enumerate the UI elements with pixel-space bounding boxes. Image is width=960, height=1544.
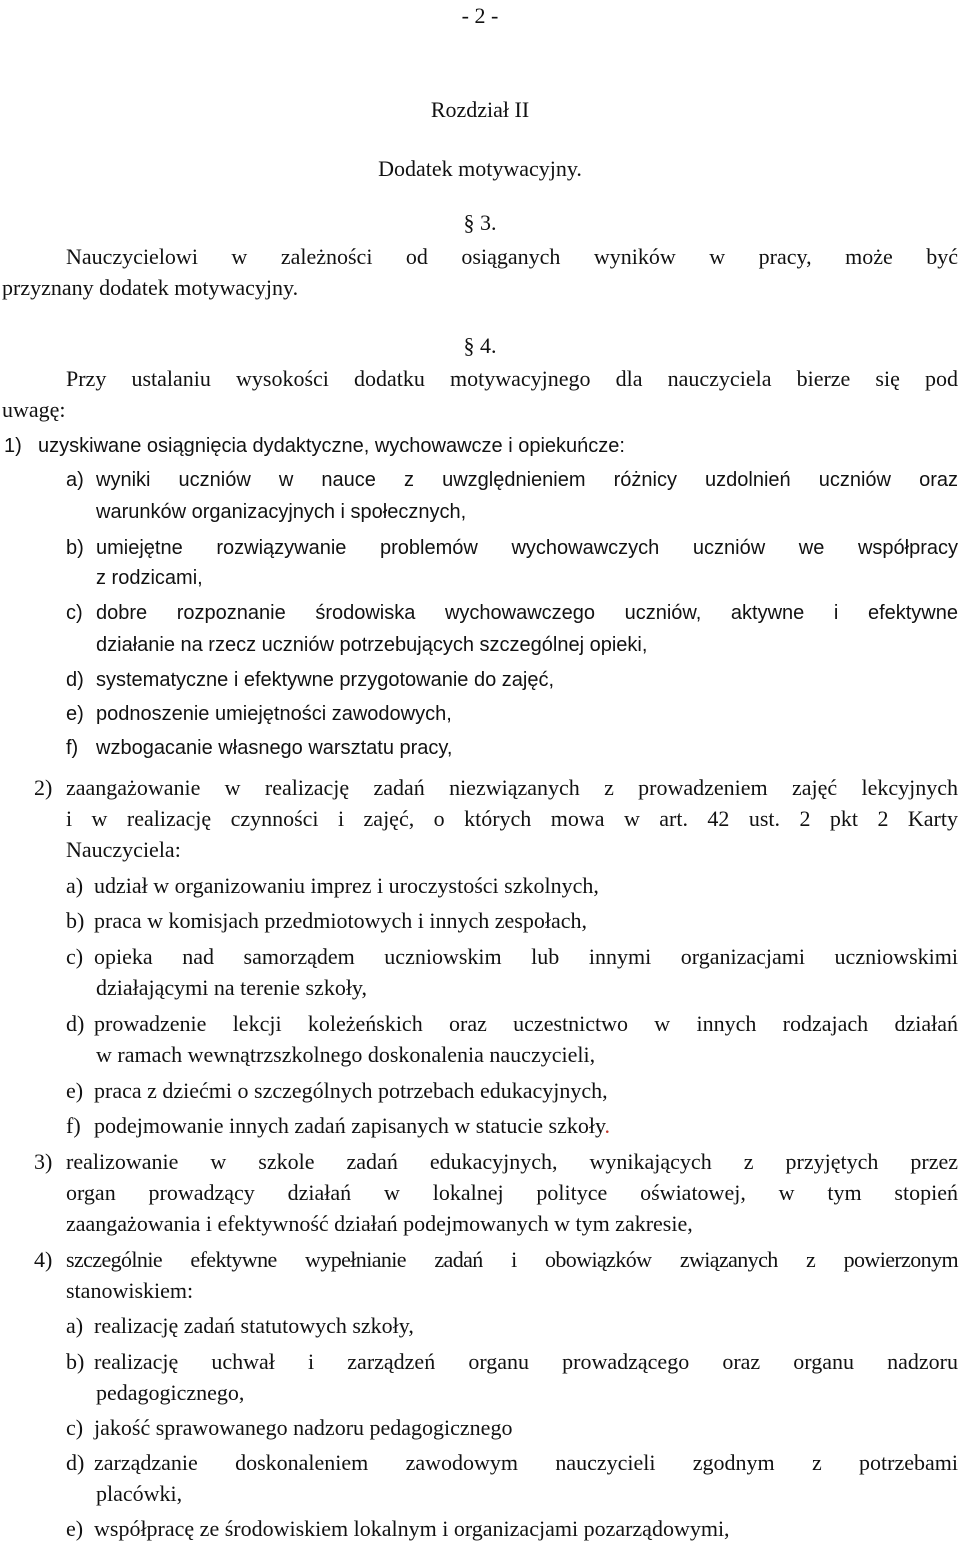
item-1a-line-1: wyniki uczniów w nauce z uwzględnieniem różnicy uzdolnień uczniów oraz <box>96 469 958 491</box>
section-3-sign: § 3. <box>463 210 497 235</box>
item-2c-line-2: działającymi na terenie szkoły, <box>96 975 368 1000</box>
item-3-label: 3) <box>34 1149 53 1174</box>
item-1-text: uzyskiwane osiągnięcia dydaktyczne, wychowawcze i opiekuńcze: <box>38 435 625 457</box>
item-2b-label: b) <box>66 908 85 933</box>
item-1a-line-2: warunków organizacyjnych i społecznych, <box>96 501 467 523</box>
item-1d-label: d) <box>66 669 84 691</box>
item-2a-label: a) <box>66 873 84 898</box>
section-3-line-2: przyznany dodatek motywacyjny. <box>2 275 299 300</box>
item-1c-line-2: działanie na rzecz uczniów potrzebujących szczególnej opieki, <box>96 634 648 656</box>
item-3-line-1: realizowanie w szkole zadań edukacyjnych, wynikających z przyjętych przez <box>66 1149 958 1174</box>
item-1c-line-1: dobre rozpoznanie środowiska wychowawczego uczniów, aktywne i efektywne <box>96 602 958 624</box>
item-1-label: 1) <box>4 435 22 457</box>
item-2e-text: praca z dziećmi o szczególnych potrzebach edukacyjnych, <box>94 1078 608 1103</box>
item-4a-text: realizację zadań statutowych szkoły, <box>94 1313 414 1338</box>
item-1b-line-1: umiejętne rozwiązywanie problemów wychowawczych uczniów we współpracy <box>96 537 958 559</box>
item-1d-text: systematyczne i efektywne przygotowanie do zajęć, <box>96 669 554 691</box>
item-2b-text: praca w komisjach przedmiotowych i innych zespołach, <box>94 908 588 933</box>
item-1e-text: podnoszenie umiejętności zawodowych, <box>96 703 452 725</box>
item-2d-label: d) <box>66 1011 85 1036</box>
item-4e-text: współpracę ze środowiskiem lokalnym i organizacjami pozarządowymi, <box>94 1516 730 1541</box>
item-1f-label: f) <box>66 737 79 759</box>
chapter-title: Dodatek motywacyjny. <box>378 156 582 181</box>
item-4c-text: jakość sprawowanego nadzoru pedagogicznego <box>94 1415 513 1440</box>
item-2-line-2: i w realizację czynności i zajęć, o których mowa w art. 42 ust. 2 pkt 2 Karty <box>66 806 958 831</box>
item-3-line-2: organ prowadzący działań w lokalnej polityce oświatowej, w tym stopień <box>66 1180 958 1205</box>
item-2a-text: udział w organizowaniu imprez i uroczystości szkolnych, <box>94 873 599 898</box>
item-2d-line-1: prowadzenie lekcji koleżeńskich oraz uczestnictwo w innych rodzajach działań <box>94 1011 958 1036</box>
item-4-line-1: szczególnie efektywne wypełnianie zadań i obowiązków związanych z powierzonym <box>66 1247 958 1272</box>
section-3-line-1: Nauczycielowi w zależności od osiąganych wyników w pracy, może być <box>66 244 958 269</box>
item-2f-period: . <box>604 1113 611 1138</box>
item-4-label: 4) <box>34 1247 53 1272</box>
item-4b-line-1: realizację uchwał i zarządzeń organu prowadzącego oraz organu nadzoru <box>94 1349 958 1374</box>
item-4b-line-2: pedagogicznego, <box>96 1380 245 1405</box>
page-number: - 2 - <box>461 3 499 28</box>
item-1c-label: c) <box>66 602 83 624</box>
item-2d-line-2: w ramach wewnątrzszkolnego doskonalenia nauczycieli, <box>96 1042 596 1067</box>
item-2e-label: e) <box>66 1078 84 1103</box>
item-2-label: 2) <box>34 775 53 800</box>
item-4d-line-1: zarządzanie doskonaleniem zawodowym nauczycieli zgodnym z potrzebami <box>94 1450 958 1475</box>
item-4d-line-2: placówki, <box>96 1481 183 1506</box>
item-3-line-3: zaangażowania i efektywność działań podejmowanych w tym zakresie, <box>66 1211 693 1236</box>
item-2f-line <box>94 1110 610 1141</box>
item-4c-label: c) <box>66 1415 84 1440</box>
item-1f-text: wzbogacanie własnego warsztatu pracy, <box>96 737 453 759</box>
section-4-sign: § 4. <box>463 333 497 358</box>
item-1b-line-2: z rodzicami, <box>96 567 203 589</box>
item-2c-line-1: opieka nad samorządem uczniowskim lub innymi organizacjami uczniowskimi <box>94 944 958 969</box>
item-4-line-2: stanowiskiem: <box>66 1278 194 1303</box>
item-2c-label: c) <box>66 944 84 969</box>
item-2f-text: podejmowanie innych zadań zapisanych w statucie szkoły <box>94 1113 605 1138</box>
item-4b-label: b) <box>66 1349 85 1374</box>
section-4-line-2: uwagę: <box>2 397 66 422</box>
item-4d-label: d) <box>66 1450 85 1475</box>
item-4e-label: e) <box>66 1516 84 1541</box>
item-2-line-1: zaangażowanie w realizację zadań niezwiązanych z prowadzeniem zajęć lekcyjnych <box>66 775 958 800</box>
item-2-line-3: Nauczyciela: <box>66 837 181 862</box>
item-1e-label: e) <box>66 703 84 725</box>
chapter-heading: Rozdział II <box>430 97 530 122</box>
item-1a-label: a) <box>66 469 84 491</box>
item-4a-label: a) <box>66 1313 84 1338</box>
item-2f-label: f) <box>66 1113 81 1138</box>
item-1b-label: b) <box>66 537 84 559</box>
section-4-line-1: Przy ustalaniu wysokości dodatku motywacyjnego dla nauczyciela bierze się pod <box>66 366 958 391</box>
